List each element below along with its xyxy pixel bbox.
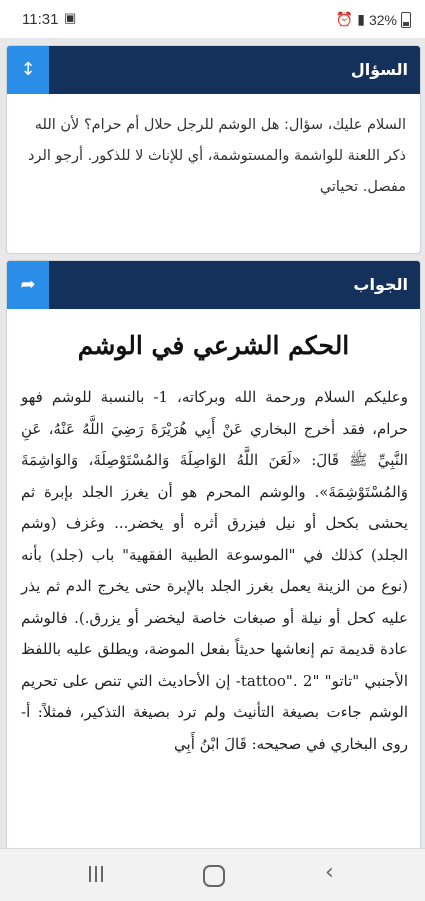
answer-header-title: الجواب	[353, 275, 408, 294]
home-icon[interactable]	[203, 865, 225, 887]
question-toggle-button[interactable]	[7, 46, 49, 94]
signal-icon: ▮	[357, 11, 365, 27]
battery-percent: 32%	[368, 11, 397, 28]
recents-icon[interactable]	[86, 863, 106, 883]
answer-title: الحكم الشرعي في الوشم	[77, 331, 350, 360]
gallery-icon: ▣	[64, 10, 77, 25]
question-card	[6, 45, 421, 254]
answer-text: وعليكم السلام ورحمة الله وبركاته، 1- بالنسبة للوشم فهو حرام، فقد أخرج البخاري عَنْ أَبِي هُرَيْرَةَ رَضِيَ اللَّهُ عَنْهُ، عَنِ النَّبِيِّ ﷺ قَالَ: «لَعَنَ اللَّهُ الوَاصِلَةَ وَالمُسْتَوْصِلَةَ، وَالوَاشِمَةَ وَالمُسْتَوْشِمَةَ». والوشم المحرم هو أن يغرز الجلد بإبرة ثم يحشى بكحل أو نيل فيزرق أثره أو يخضر... وغزف (وشم الجلد) كذلك في "الموسوعة الطبية الفقهية" باب (جلد) بأنه (نوع من الزينة يعمل بغرز الجلد بالإبرة حتى يخرج الدم ثم يذر عليه كحل أو نيلة أو صبغات خاصة ليخضر أو يزرق.). فالوشم عادة قديمة تم إنعاشها حديثاً بفعل الموضة، ويطلق عليه باللفظ الأجنبي "تاتو" "tattoo". 2- إن الأحاديث التي تنص على تحريم الوشم جاءت بصيغة التأنيث ولم ترد بصيغة التذكير، فمثلاً: أ- روى البخاري في صحيحه: قَالَ ابْنُ أَبِي	[21, 388, 409, 753]
answer-card	[6, 260, 421, 862]
question-header-title: السؤال	[350, 60, 408, 79]
status-right	[336, 11, 411, 28]
battery-icon	[401, 12, 411, 28]
status-time: 11:31	[22, 11, 59, 28]
sort-arrows-icon: ↕	[20, 59, 36, 80]
question-header	[7, 46, 420, 94]
share-button[interactable]	[7, 261, 49, 309]
answer-header	[7, 261, 420, 309]
alarm-icon: ⏰	[335, 11, 354, 27]
share-arrow-icon: ➦	[20, 274, 36, 295]
navigation-bar	[0, 848, 425, 901]
question-text: السلام عليك، سؤال: هل الوشم للرجل حلال أم حرام؟ لأن الله ذكر اللعنة للواشمة والمستوشمة، أي للإناث لا للذكور. أرجو الرد مفصل. تحياتي	[28, 117, 406, 195]
back-icon[interactable]: ‹	[325, 860, 334, 885]
status-bar	[0, 0, 425, 38]
